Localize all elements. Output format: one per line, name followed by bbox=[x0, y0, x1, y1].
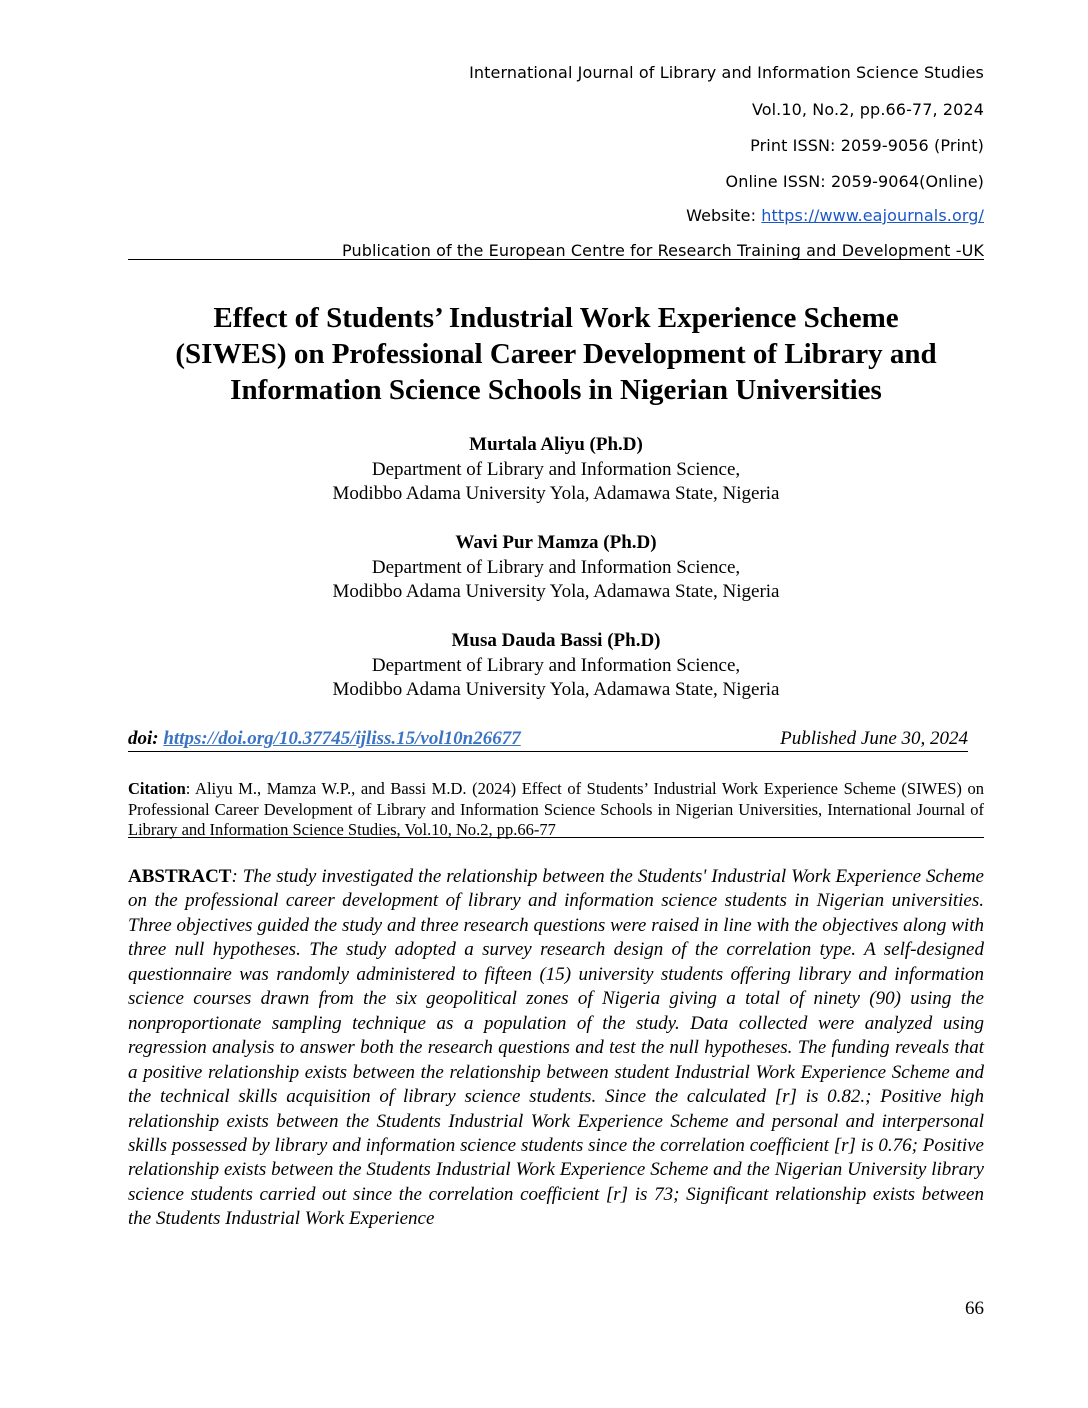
abstract-label: ABSTRACT bbox=[128, 866, 232, 887]
author-institution: Modibbo Adama University Yola, Adamawa State, Nigeria bbox=[332, 483, 780, 504]
title-line-2: (SIWES) on Professional Career Development of Library and bbox=[175, 338, 937, 370]
journal-volume: Vol.10, No.2, pp.66-77, 2024 bbox=[751, 100, 984, 119]
paper-title bbox=[128, 300, 984, 408]
website-line bbox=[686, 206, 984, 225]
author-name: Wavi Pur Mamza (Ph.D) bbox=[455, 532, 657, 553]
doi-row bbox=[128, 728, 968, 750]
journal-name: International Journal of Library and Information Science Studies bbox=[469, 63, 984, 82]
author-institution: Modibbo Adama University Yola, Adamawa State, Nigeria bbox=[332, 679, 780, 700]
citation-text: : Aliyu M., Mamza W.P., and Bassi M.D. (2024) Effect of Students’ Industrial Work Experience Scheme (SIWES) on Professional Career Development of Library and Information Science Schools in Nigerian Universities, International Journal of Library and Information Science Studies, Vol.10, No.2, pp.66-77 bbox=[128, 779, 984, 839]
abstract-text: : The study investigated the relationship between the Students' Industrial Work Experience Scheme on the professional career development of library and information science students in Nigerian universities. Three objectives guided the study and three research questions were raised in line with the objectives along with three null hypotheses. The study adopted a survey research design of the correlation type. A self-designed questionnaire was randomly administered to fifteen (15) university students offering library and information science courses drawn from the six geopolitical zones of Nigeria giving a total of ninety (90) using the nonproportionate sampling technique as a population of the study. Data collected were analyzed using regression analysis to answer both the research questions and test the null hypotheses. The funding reveals that a positive relationship exists between the relationship between student Industrial Work Experience Scheme and the technical skills acquisition of library science students. Since the calculated [r] is 0.82.; Positive high relationship exists between the Students Industrial Work Experience Scheme and personal and interpersonal skills possessed by library and information science students since the correlation coefficient [r] is 0.76; Positive relationship exists between the Students Industrial Work Experience Scheme and the Nigerian University library science students carried out since the correlation coefficient [r] is 73; Significant relationship exists between the Students Industrial Work Experience bbox=[128, 866, 984, 1230]
print-issn: Print ISSN: 2059-9056 (Print) bbox=[750, 136, 984, 155]
publisher-line: Publication of the European Centre for Research Training and Development -UK bbox=[342, 241, 984, 260]
citation-divider bbox=[128, 837, 984, 838]
website-label: Website: bbox=[686, 206, 762, 225]
author-department: Department of Library and Information Science, bbox=[371, 654, 741, 676]
website-link[interactable]: https://www.eajournals.org/ bbox=[761, 206, 984, 225]
citation bbox=[128, 779, 984, 841]
title-line-3: Information Science Schools in Nigerian Universities bbox=[230, 374, 882, 406]
author-block bbox=[128, 531, 984, 605]
author-department: Department of Library and Information Science, bbox=[371, 556, 741, 578]
author-institution: Modibbo Adama University Yola, Adamawa State, Nigeria bbox=[332, 581, 780, 602]
author-block bbox=[128, 629, 984, 703]
doi-label: doi: bbox=[128, 728, 164, 749]
author-name: Murtala Aliyu (Ph.D) bbox=[469, 434, 643, 455]
doi-divider bbox=[128, 751, 968, 752]
author-department: Department of Library and Information Science, bbox=[371, 458, 741, 480]
published-date: Published June 30, 2024 bbox=[780, 728, 968, 749]
doi-link[interactable]: https://doi.org/10.37745/ijliss.15/vol10n26677 bbox=[163, 728, 521, 749]
title-line-1: Effect of Students’ Industrial Work Experience Scheme bbox=[213, 302, 899, 334]
abstract bbox=[128, 865, 984, 1232]
online-issn: Online ISSN: 2059-9064(Online) bbox=[725, 172, 984, 191]
author-name: Musa Dauda Bassi (Ph.D) bbox=[451, 630, 661, 651]
author-block bbox=[128, 433, 984, 507]
header-divider bbox=[128, 259, 984, 260]
page-number: 66 bbox=[965, 1298, 984, 1319]
citation-label: Citation bbox=[128, 779, 186, 798]
